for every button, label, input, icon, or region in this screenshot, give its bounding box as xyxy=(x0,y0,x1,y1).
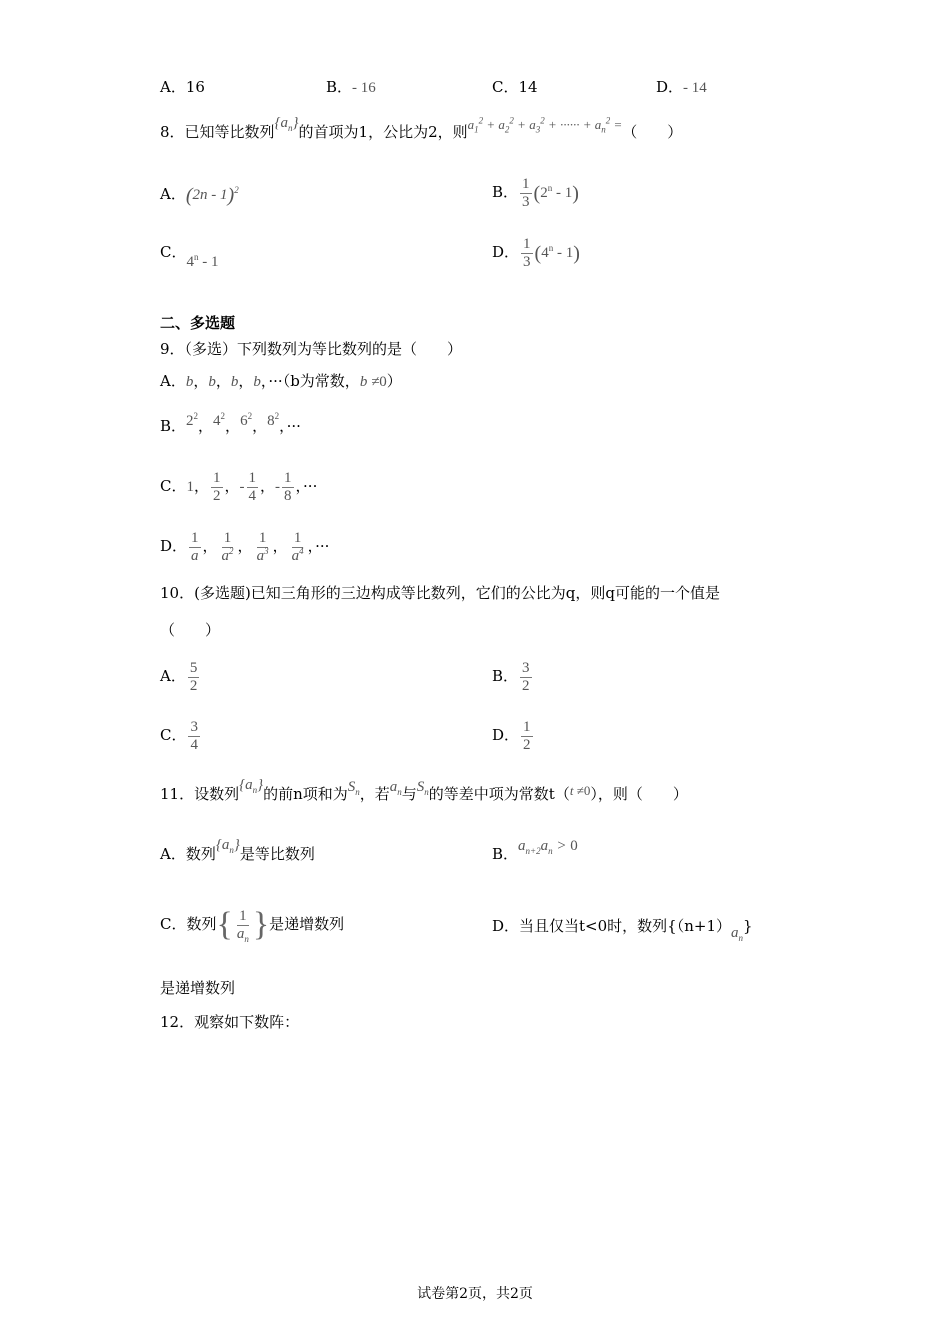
page-footer: 试卷第2页，共2页 xyxy=(417,1286,533,1302)
q10-stem-continued: （ ） xyxy=(160,621,221,639)
q11-option-b: B．$a_{n+2}a_n > 0$ xyxy=(492,838,578,863)
q8-option-c: C．4$^n$ - 1 xyxy=(160,243,219,270)
q11-option-d-continued: 是递增数列 xyxy=(160,979,236,997)
q8-option-a: A．(2n - 1)$^2$ xyxy=(160,184,239,207)
q9-option-b: B．$2^2$，$4^2$，$6^2$，$8^2$，··· xyxy=(160,411,301,435)
section-title-multiple-choice: 二、多选题 xyxy=(160,314,236,332)
q8-option-d: D． $\frac{1}{3}$ (4$^n$ - 1) xyxy=(492,235,580,270)
q8-stem: 8．已知等比数列$\{a_n\}$的首项为1，公比为2，则$a_1^2 + a_2^2 + a_3^2$ + ······ + $a_n^2$ =（ ） xyxy=(160,115,683,141)
q7-option-d: D．- 14 xyxy=(656,78,707,96)
q7-option-b: B．- 16 xyxy=(326,78,376,96)
q9-option-c: C．1， $\frac{1}{2}$ ，- $\frac{1}{4}$ ，- $\frac{1}{8}$ ，··· xyxy=(160,469,318,504)
q10-option-d: D． $\frac{1}{2}$ xyxy=(492,718,531,753)
q10-option-b: B． $\frac{3}{2}$ xyxy=(492,659,530,694)
q9-option-a: A．b，b，b，b，···（b为常数，b ≠0） xyxy=(160,372,402,390)
q11-option-a: A．数列$\{a_n\}$是等比数列 xyxy=(160,837,315,863)
q10-option-c: C． $\frac{3}{4}$ xyxy=(160,718,198,753)
q9-stem: 9．（多选）下列数列为等比数列的是（ ） xyxy=(160,340,463,358)
q11-stem: 11．设数列$\{a_n\}$的前n项和为$S_n$，若$a_n$与$S_n$的等差中项为常数t（t ≠0），则（ ） xyxy=(160,777,688,803)
q7-option-a: A．16 xyxy=(160,78,205,96)
q11-option-c: C．数列 { $\frac{1}{a_n}$ } 是递增数列 xyxy=(160,906,345,944)
q8-option-b: B． $\frac{1}{3}$ (2$^n$ - 1) xyxy=(492,175,579,210)
q10-stem: 10．(多选题)已知三角形的三边构成等比数列，它们的公比为q，则q可能的一个值是 xyxy=(160,584,720,602)
q11-option-d: D．当且仅当t<0时，数列$\{(n+1)a_n\}$ xyxy=(492,917,753,943)
q7-option-c: C．14 xyxy=(492,78,538,96)
q9-option-d: D． $\frac{1}{a}$ ， $\frac{1}{a^2}$ ， $\frac{1}{a^3}$ ， $\frac{1}{a^4}$ ，··· xyxy=(160,529,330,564)
q10-option-a: A． $\frac{5}{2}$ xyxy=(160,659,198,694)
q12-stem: 12．观察如下数阵： xyxy=(160,1013,300,1031)
